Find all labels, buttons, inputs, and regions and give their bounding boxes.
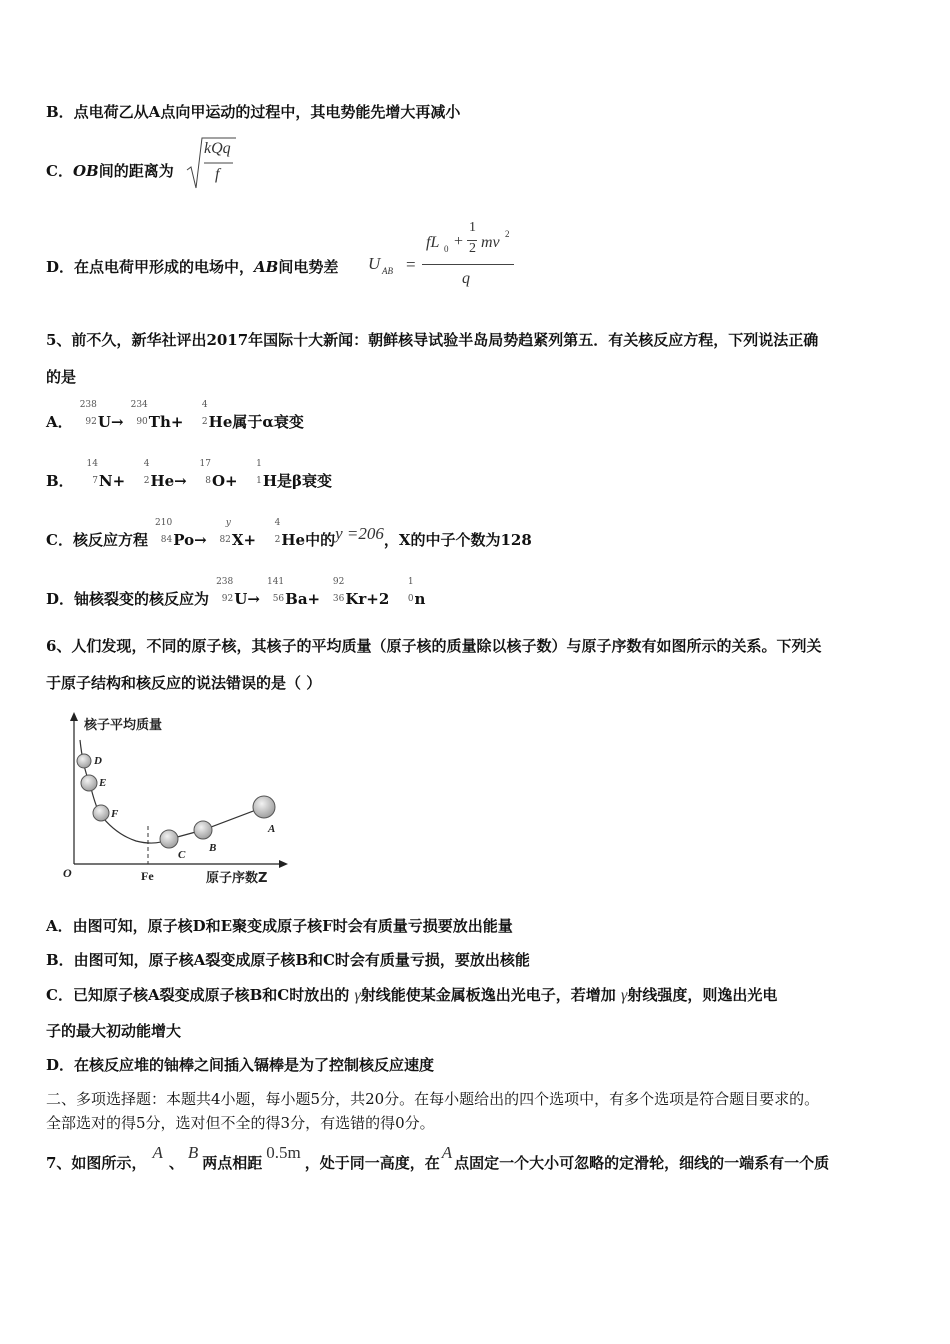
nuclide-x: y 82: [219, 518, 231, 545]
sqrt-denominator: f: [215, 166, 220, 183]
nuclide-symbol: O+: [211, 472, 238, 490]
gamma-symbol: γ: [354, 987, 361, 1004]
nuclide-symbol: Kr+2: [345, 590, 390, 608]
nuclide-th234: 234 90: [130, 400, 148, 427]
q6-figure-svg: [60, 710, 300, 890]
nuclide-he4: 4 2: [274, 518, 281, 545]
formula-num-a: fL: [426, 234, 440, 251]
nuclide-u238: 238 92: [216, 577, 234, 604]
q6-binding-figure: [60, 710, 300, 890]
nuclide-n1: 1 0: [407, 577, 414, 604]
q5-c-mid: 中的: [305, 531, 336, 549]
formula-den: q: [462, 270, 470, 287]
q5-c-equation: y =206: [335, 524, 384, 543]
q6-option-c-line2: 子的最大初动能增大: [46, 1022, 182, 1040]
nuclide-he4: 4 2: [143, 459, 150, 486]
label-b: B: [209, 842, 217, 854]
q5-b-tail: 是β衰变: [277, 472, 332, 490]
y-axis-arrow-icon: [70, 712, 78, 721]
origin-label: O: [63, 866, 72, 880]
label-d: D: [94, 755, 102, 767]
nuclide-o17: 17 8: [199, 459, 211, 486]
q4-option-b-text: B．点电荷乙从A点向甲运动的过程中，其电势能先增大再减小: [46, 103, 461, 121]
arrow-icon: →: [247, 590, 260, 608]
q5-option-b: [46, 459, 332, 492]
formula-plus: +: [454, 233, 464, 250]
q6-stem-line1: 6、人们发现，不同的原子核，其核子的平均质量（原子核的质量除以核子数）与原子序数有如图所示的关系。下列关: [46, 637, 822, 655]
nuclide-h1: 1 1: [256, 459, 262, 486]
q4-option-c-label: C．: [46, 162, 73, 180]
section2-line2: 全部选对的得5分，选对但不全的得3分，有选错的得0分。: [46, 1114, 435, 1132]
nuclide-symbol: H: [262, 472, 278, 490]
sqrt-numerator: kQq: [204, 140, 231, 157]
nuclide-symbol: U: [97, 413, 111, 431]
section2-line1: 二、多项选择题：本题共4小题，每小题5分，共20分。在每小题给出的四个选项中，有多个选项是符合题目要求的。: [46, 1090, 820, 1108]
q5-b-label: B．: [46, 472, 74, 490]
nuclide-symbol: X+: [231, 531, 257, 549]
q5-option-c: [46, 518, 532, 551]
formula-lhs: U: [368, 254, 381, 273]
nucleus-c: [160, 830, 178, 848]
label-e: E: [99, 777, 107, 789]
nuclide-u238: 238 92: [79, 400, 97, 427]
q7-pre: 7、如图所示，: [46, 1154, 147, 1172]
label-a: A: [268, 823, 276, 835]
arrow-icon: →: [194, 531, 207, 549]
arrow-icon: →: [174, 472, 187, 490]
nuclide-symbol: Po: [173, 531, 195, 549]
q7-sep: 、: [168, 1154, 184, 1172]
label-c: C: [178, 849, 186, 861]
q5-stem-line2: 的是: [46, 368, 77, 386]
nuclide-symbol: He: [150, 472, 175, 490]
nucleus-b: [194, 821, 212, 839]
q5-a-tail: 属于α衰变: [232, 413, 304, 431]
q6-option-c: [46, 985, 777, 1006]
nucleus-d: [77, 754, 91, 768]
nuclide-n14: 14 7: [86, 459, 98, 486]
nucleus-e: [81, 775, 97, 791]
formula-lhs-sub: AB: [382, 266, 393, 276]
formula-num-b-sup: 2: [505, 229, 510, 239]
point-a-label-2: A: [441, 1143, 453, 1162]
q5-a-label: A．: [46, 413, 73, 431]
formula-half-num: 1: [469, 220, 476, 235]
point-a-label: A: [152, 1143, 163, 1162]
nuclide-symbol: Th+: [148, 413, 184, 431]
q5-d-label: D．铀核裂变的核反应为: [46, 590, 210, 608]
q7-stem: [46, 1143, 830, 1173]
nuclide-he4: 4 2: [201, 400, 208, 427]
q6-stem-line2: 于原子结构和核反应的说法错误的是（ ）: [46, 674, 322, 692]
nuclide-symbol: He: [281, 531, 306, 549]
q4-option-c-var: OB: [72, 162, 99, 180]
x-axis-arrow-icon: [279, 860, 288, 868]
arrow-icon: →: [110, 413, 124, 431]
nuclide-symbol: Ba+: [285, 590, 321, 608]
q6-c-part1: C．已知原子核A裂变成原子核B和C时放出的: [46, 986, 350, 1004]
q4-option-c: [46, 161, 174, 181]
q4-option-d: [46, 257, 338, 277]
q7-mid: 两点相距: [202, 1154, 263, 1172]
q5-option-a: [46, 400, 304, 433]
q6-option-a: A．由图可知，原子核D和E聚变成原子核F时会有质量亏损要放出能量: [46, 917, 513, 935]
gamma-symbol: γ: [621, 987, 628, 1004]
nuclide-symbol: n: [414, 590, 426, 608]
formula-equals: =: [406, 255, 416, 274]
q5-option-d: [46, 577, 426, 610]
q4-potential-formula: [368, 220, 528, 294]
main-fraction-bar: [422, 264, 514, 265]
fe-label: Fe: [141, 869, 154, 883]
q4-option-d-var: AB: [254, 258, 279, 276]
nuclide-ba141: 141 56: [266, 577, 285, 604]
formula-half-den: 2: [469, 241, 476, 256]
q7-tail: 点固定一个大小可忽略的定滑轮，细线的一端系有一个质: [454, 1154, 830, 1172]
formula-num-b: mv: [481, 234, 500, 251]
q5-c-label: C．核反应方程: [46, 531, 148, 549]
nuclide-symbol: N+: [98, 472, 126, 490]
point-b-label: B: [187, 1143, 199, 1162]
y-axis-label: 核子平均质量: [84, 718, 163, 733]
nuclide-symbol: He: [208, 413, 233, 431]
q4-option-b: [46, 102, 460, 122]
nuclide-kr92: 92 36: [332, 577, 345, 604]
q6-option-b: B．由图可知，原子核A裂变成原子核B和C时会有质量亏损，要放出核能: [46, 951, 530, 969]
q6-c-part2: 射线能使某金属板逸出光电子，若增加: [360, 986, 616, 1004]
nucleus-a: [253, 796, 275, 818]
formula-num-a-sub: 0: [444, 244, 449, 254]
q6-c-part3: 射线强度，则逸出光电: [627, 986, 778, 1004]
q6-option-d: D．在核反应堆的铀棒之间插入镉棒是为了控制核反应速度: [46, 1056, 435, 1074]
q4-option-d-label: D．在点电荷甲形成的电场中，: [46, 258, 255, 276]
q5-c-tail: ，X的中子个数为128: [383, 531, 532, 549]
q7-distance: 0.5m: [266, 1143, 301, 1162]
label-f: F: [111, 808, 119, 820]
q4-option-c-text: 间的距离为: [98, 162, 174, 180]
q7-mid2: ，处于同一高度，在: [304, 1154, 440, 1172]
x-axis-label: 原子序数Z: [206, 871, 268, 886]
nuclide-symbol: U: [234, 590, 248, 608]
nuclide-po210: 210 84: [155, 518, 173, 545]
nucleus-f: [93, 805, 109, 821]
q4-sqrt-formula: [186, 136, 236, 188]
q5-stem-line1: 5、前不久，新华社评出2017年国际十大新闻：朝鲜核导试验半岛局势趋紧列第五．有关核反应方程，下列说法正确: [46, 331, 819, 349]
q4-option-d-text: 间电势差: [278, 258, 339, 276]
binding-curve: [80, 740, 264, 843]
